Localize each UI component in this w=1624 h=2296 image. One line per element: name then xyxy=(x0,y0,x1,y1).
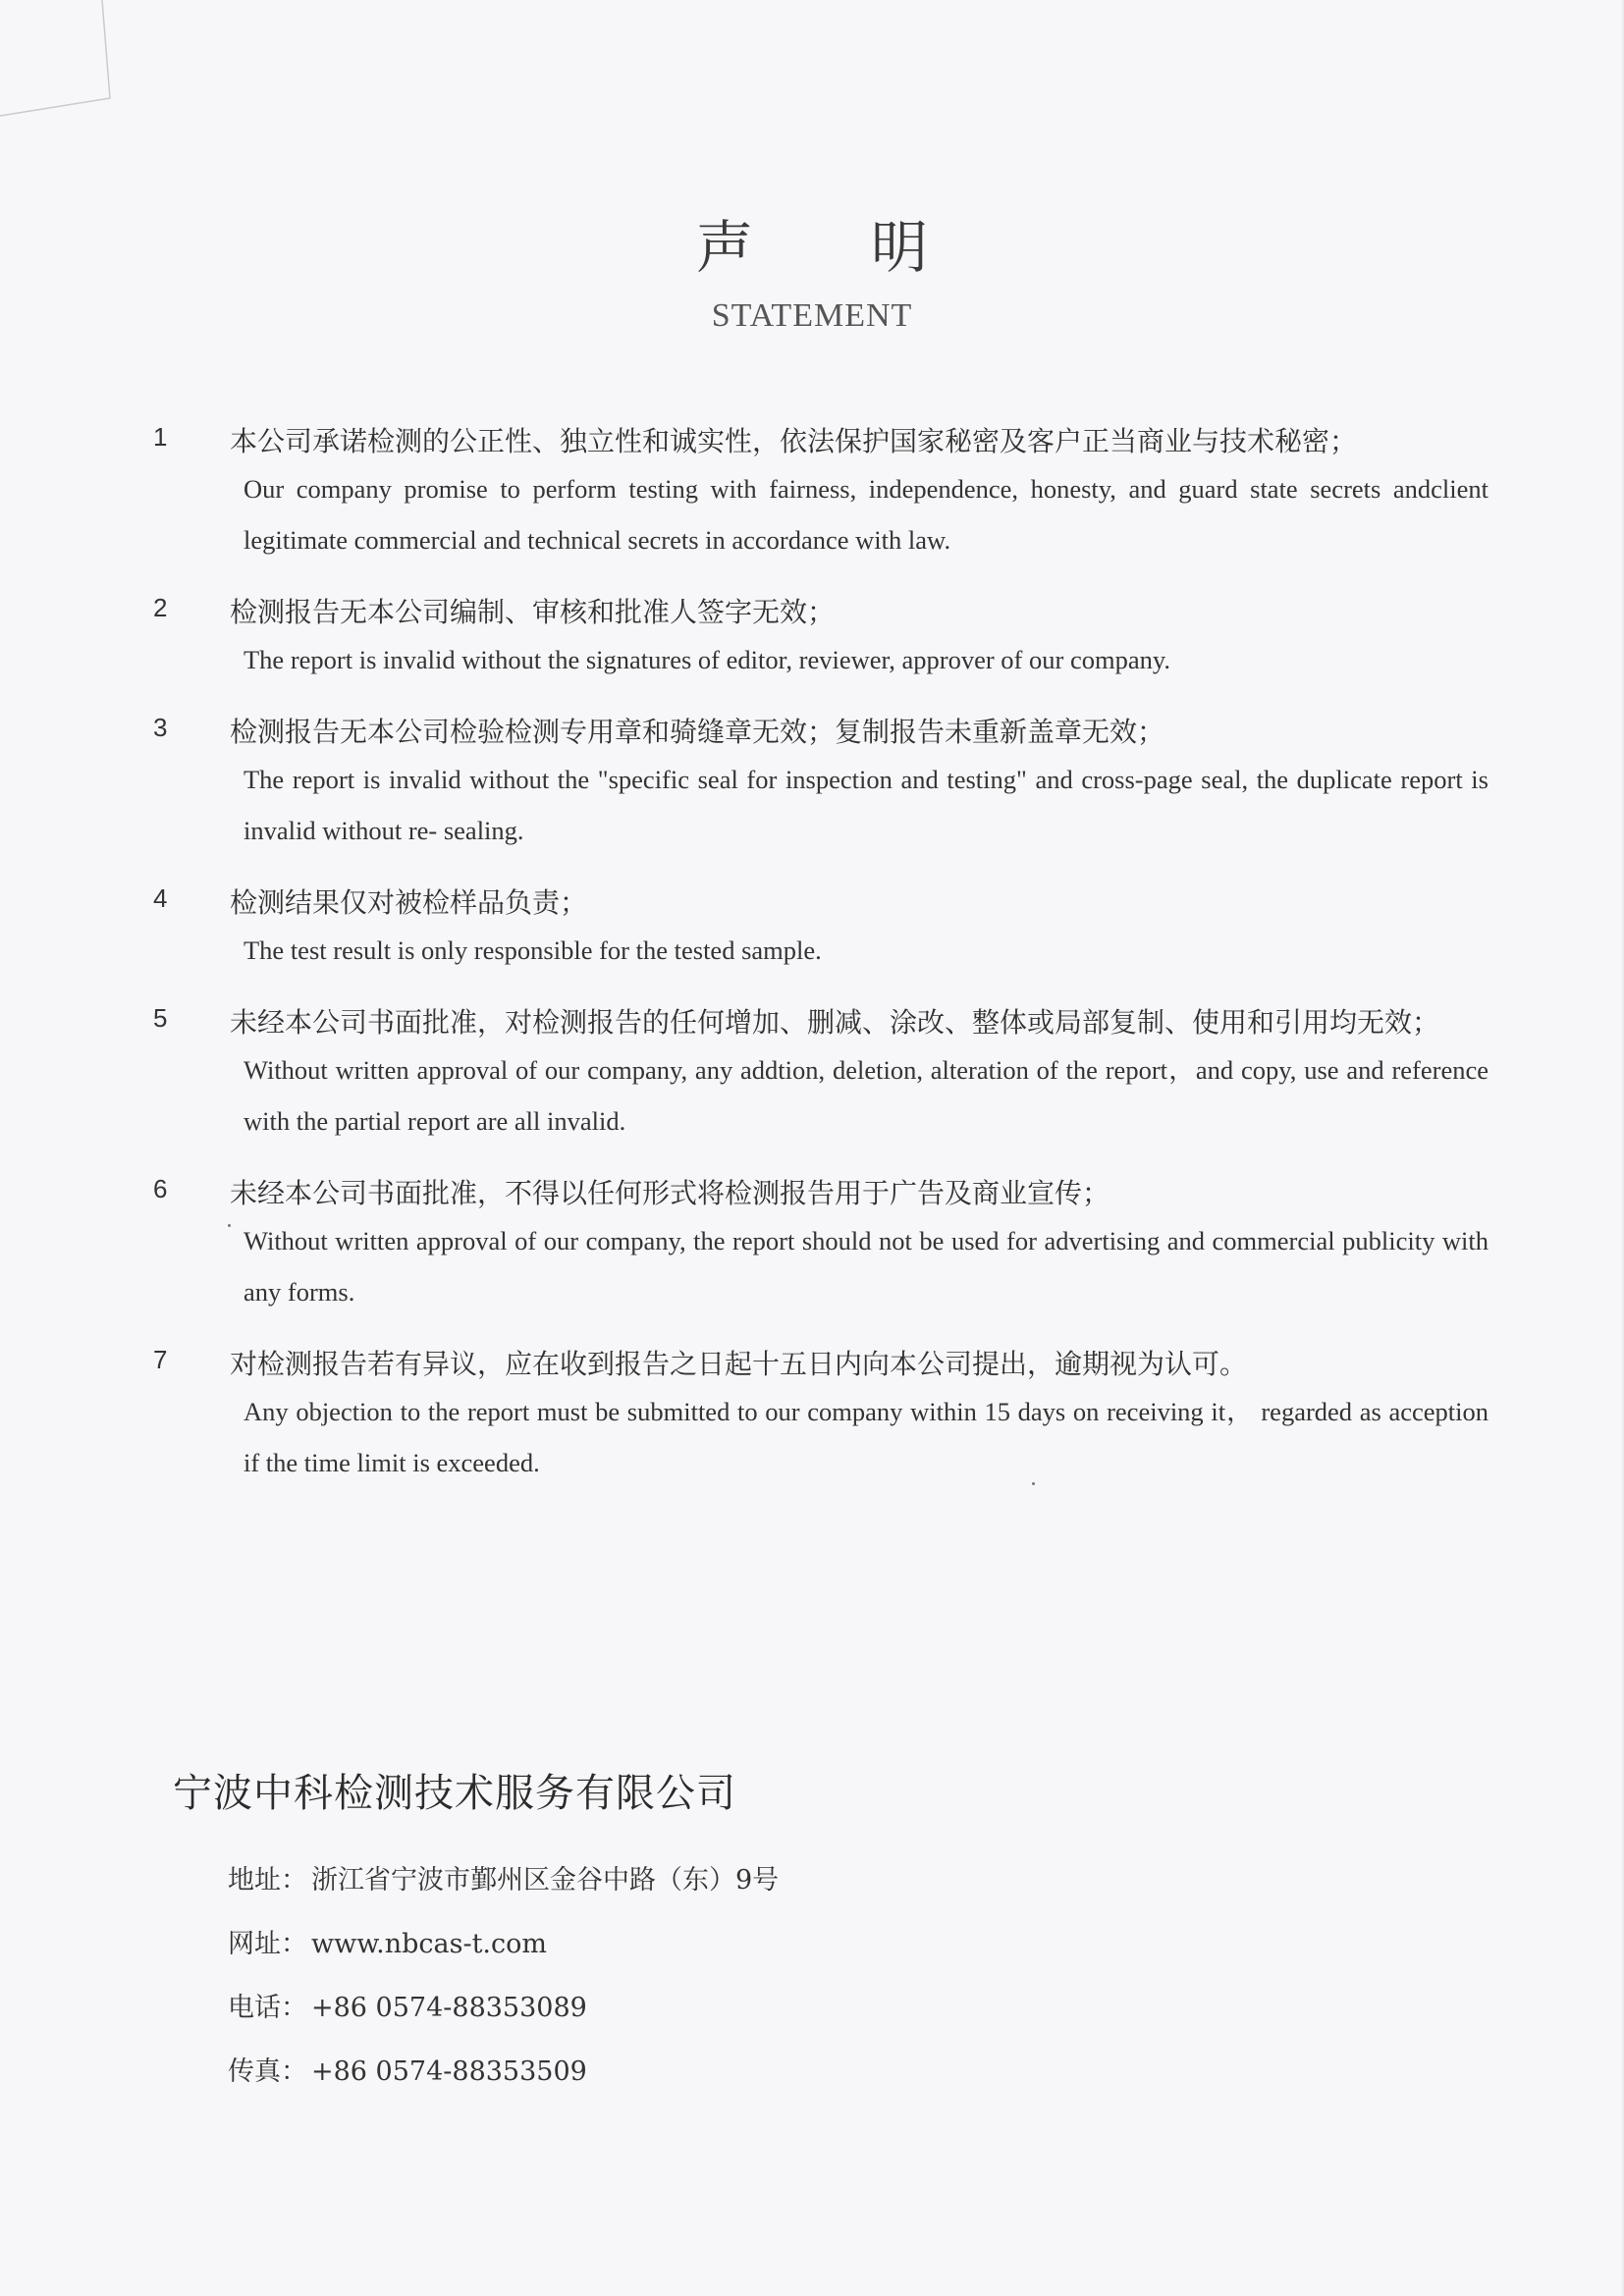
item-number: 6 xyxy=(153,1174,168,1203)
item-text-en: Any objection to the report must be submitted to our company within 15 days on receiving it， regarded as acception if the time limit is exceeded. xyxy=(244,1397,1489,1477)
scan-speck xyxy=(1032,1482,1035,1485)
item-text-en: The test result is only responsible for the tested sample. xyxy=(244,935,822,965)
item-number: 1 xyxy=(153,422,168,452)
website-value: www.nbcas-t.com xyxy=(311,1929,547,1959)
item-text-cn: 检测报告无本公司编制、审核和批准人签字无效； xyxy=(230,596,836,628)
item-number: 4 xyxy=(153,883,168,913)
fax-line xyxy=(228,2040,779,2104)
statement-item xyxy=(153,711,1489,856)
phone-line xyxy=(228,1976,779,2040)
item-text-cn: 本公司承诺检测的公正性、独立性和诚实性，依法保护国家秘密及客户正当商业与技术秘密； xyxy=(230,425,1358,457)
statement-items xyxy=(153,420,1489,1514)
item-text-cn: 对检测报告若有异议，应在收到报告之日起十五日内向本公司提出，逾期视为认可。 xyxy=(230,1348,1248,1380)
item-text-en: Without written approval of our company, any addtion, deletion, alteration of the report，and copy, use and reference with the partial report are all invalid. xyxy=(244,1055,1489,1136)
scan-corner-fold xyxy=(0,0,118,118)
fax-value: +86 0574-88353509 xyxy=(311,2056,587,2087)
address-line xyxy=(228,1848,779,1912)
item-text-en: Without written approval of our company, the report should not be used for advertising and commercial publicity with any forms. xyxy=(244,1226,1489,1307)
statement-item xyxy=(153,420,1489,565)
item-text-en: Our company promise to perform testing with fairness, independence, honesty, and guard state secrets andclient legitimate commercial and technical secrets in accordance with law. xyxy=(244,474,1489,555)
phone-label: 电话： xyxy=(228,1993,307,2023)
address-value: 浙江省宁波市鄞州区金谷中路（东）9号 xyxy=(311,1865,780,1896)
statement-item xyxy=(153,591,1489,685)
company-contact-block xyxy=(228,1848,779,2104)
item-number: 2 xyxy=(153,593,168,622)
company-name: 宁波中科检测技术服务有限公司 xyxy=(173,1771,736,1816)
item-text-en: The report is invalid without the signatures of editor, reviewer, approver of our company. xyxy=(244,645,1170,674)
scan-speck xyxy=(228,1224,231,1227)
statement-title-cn: 声明 xyxy=(695,214,1046,281)
item-text-en: The report is invalid without the "specific seal for inspection and testing" and cross-page seal, the duplicate report is invalid without re- sealing. xyxy=(244,765,1489,845)
statement-item xyxy=(153,1343,1489,1488)
item-number: 7 xyxy=(153,1345,168,1374)
item-text-cn: 检测报告无本公司检验检测专用章和骑缝章无效；复制报告未重新盖章无效； xyxy=(230,716,1165,748)
item-text-cn: 检测结果仅对被检样品负责； xyxy=(230,886,588,919)
phone-value: +86 0574-88353089 xyxy=(311,1993,587,2023)
website-label: 网址： xyxy=(228,1929,307,1959)
fax-label: 传真： xyxy=(228,2056,307,2087)
statement-item xyxy=(153,1172,1489,1317)
item-text-cn: 未经本公司书面批准，不得以任何形式将检测报告用于广告及商业宣传； xyxy=(230,1177,1110,1209)
statement-item xyxy=(153,881,1489,976)
statement-title-en: STATEMENT xyxy=(711,297,913,334)
address-label: 地址： xyxy=(228,1865,307,1896)
statement-item xyxy=(153,1001,1489,1147)
item-number: 5 xyxy=(153,1003,168,1033)
item-text-cn: 未经本公司书面批准，对检测报告的任何增加、删减、涂改、整体或局部复制、使用和引用均无效； xyxy=(230,1006,1440,1039)
website-line xyxy=(228,1912,779,1976)
item-number: 3 xyxy=(153,713,168,742)
